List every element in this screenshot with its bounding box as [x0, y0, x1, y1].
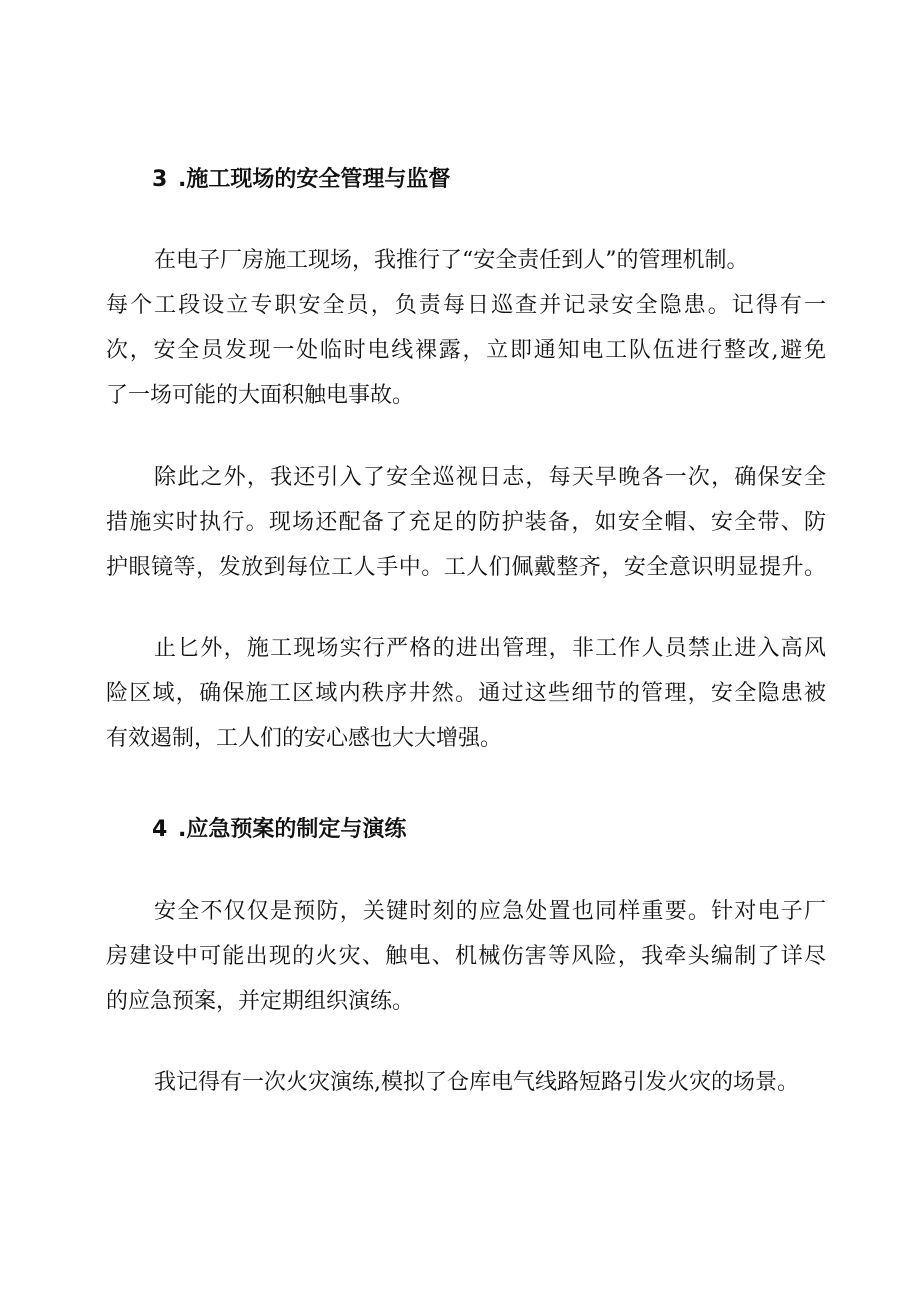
- paragraph-line: 的应急预案，并定期组织演练。: [106, 989, 415, 1014]
- paragraph-line: 除此之外，我还引入了安全巡视日志，每天早晚各一次，确保安全: [154, 465, 826, 490]
- paragraph-line: 有效遏制，工人们的安心感也大大增强。: [106, 726, 503, 751]
- section-4-number: 4: [152, 817, 168, 842]
- paragraph-line: 护眼镜等，发放到每位工人手中。工人们佩戴整齐，安全意识明显提升。: [106, 555, 826, 580]
- paragraph-line: 安全不仅仅是预防，关键时刻的应急处置也同样重要。针对电子厂: [154, 899, 826, 924]
- section-4-paragraph-2: [106, 1060, 826, 1105]
- paragraph-line: 房建设中可能出现的火灾、触电、机械伤害等风险，我牵头编制了详尽: [106, 944, 826, 969]
- paragraph-line: 险区域，确保施工区域内秩序井然。通过这些细节的管理，安全隐患被: [106, 681, 826, 706]
- section-3-number: 3: [152, 167, 168, 192]
- paragraph-line: 措施实时执行。现场还配备了充足的防护装备，如安全帽、安全带、防: [106, 510, 826, 535]
- section-3-paragraph-1: [106, 238, 826, 418]
- section-4-paragraph-1: [106, 889, 826, 1024]
- paragraph-line: 每个工段设立专职安全员，负责每日巡查并记录安全隐患。记得有一: [106, 293, 826, 318]
- paragraph-line: 在电子厂房施工现场，我推行了“安全责任到人”的管理机制。: [154, 248, 749, 273]
- section-4-heading: [152, 815, 406, 845]
- paragraph-line: 我记得有一次火灾演练,模拟了仓库电气线路短路引发火灾的场景。: [154, 1070, 799, 1095]
- paragraph-line: 了一场可能的大面积触电事故。: [106, 383, 415, 408]
- paragraph-line: 止匕外，施工现场实行严格的进出管理，非工作人员禁止进入高风: [154, 636, 826, 661]
- section-3-paragraph-3: [106, 626, 826, 761]
- section-4-title: .应急预案的制定与演练: [178, 817, 407, 842]
- section-3-paragraph-2: [106, 455, 826, 590]
- paragraph-line: 次，安全员发现一处临时电线裸露，立即通知电工队伍进行整改,避免: [106, 338, 826, 363]
- section-3-title: .施工现场的安全管理与监督: [178, 167, 451, 192]
- section-3-heading: [152, 165, 450, 195]
